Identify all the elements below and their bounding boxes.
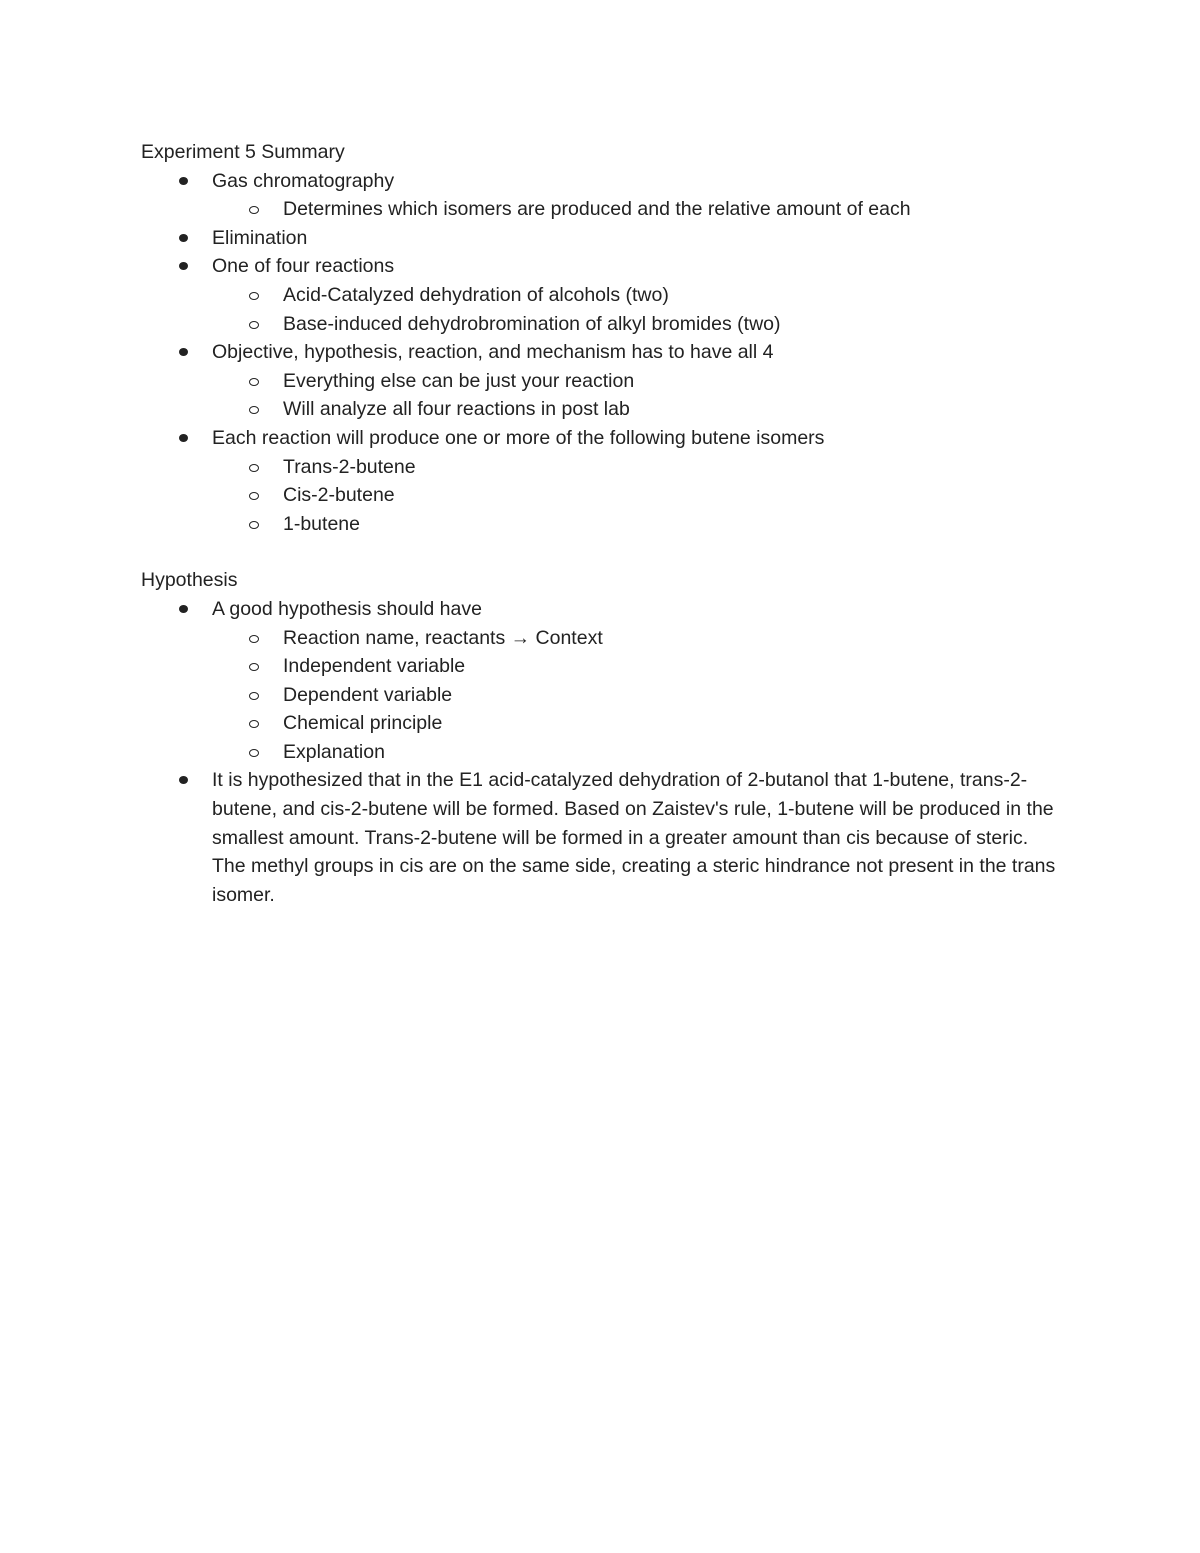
sub-list-item-text: Base-induced dehydrobromination of alkyl bromides (two): [283, 312, 781, 335]
sub-list-item-text: 1-butene: [283, 512, 360, 535]
filled-bullet-icon: [179, 434, 188, 442]
sub-list-item: [141, 310, 1061, 339]
list-item: [141, 595, 1061, 624]
sub-list-item-text: Explanation: [283, 740, 385, 763]
list-item-text: Gas chromatography: [212, 169, 395, 192]
filled-bullet-icon: [179, 177, 188, 185]
sub-list-item-text: Dependent variable: [283, 683, 453, 706]
list-item: [141, 252, 1061, 281]
list-item-text: Elimination: [212, 226, 308, 249]
filled-bullet-icon: [179, 234, 188, 242]
list-item-text: Each reaction will produce one or more of the following butene isomers: [212, 426, 825, 449]
sub-list-item-text: Will analyze all four reactions in post lab: [283, 398, 630, 421]
sub-list-item-text: Everything else can be just your reaction: [283, 369, 635, 392]
list-item: [141, 424, 1061, 453]
hollow-bullet-icon: [249, 720, 259, 728]
filled-bullet-icon: [179, 262, 188, 270]
list-item-text: It is hypothesized that in the E1 acid-catalyzed dehydration of 2-butanol that 1-butene, trans-2-butene, and cis-2-butene will be formed. Based on Zaistev's rule, 1-butene will be produced in the smallest amount. Trans-2-butene will be formed in a greater amount than cis because of steric. The methyl groups in cis are on the same side, creating a steric hindrance not present in the trans isomer.: [212, 769, 1056, 906]
hollow-bullet-icon: [249, 635, 259, 643]
hollow-bullet-icon: [249, 292, 259, 300]
document-page: [141, 138, 1061, 909]
hollow-bullet-icon: [249, 692, 259, 700]
sub-list-item: [141, 738, 1061, 767]
hypothesis-statement: [141, 766, 1061, 909]
hypothesis-list: [141, 595, 1061, 910]
list-item-text: A good hypothesis should have: [212, 597, 482, 620]
hollow-bullet-icon: [249, 464, 259, 472]
hollow-bullet-icon: [249, 492, 259, 500]
sub-list-item-text: Determines which isomers are produced and the relative amount of each: [283, 198, 911, 221]
summary-heading: Experiment 5 Summary: [141, 141, 345, 163]
sub-list-item: [141, 652, 1061, 681]
sub-list-item-text: Trans-2-butene: [283, 455, 416, 478]
sub-list-item-text: Cis-2-butene: [283, 484, 395, 507]
hollow-bullet-icon: [249, 663, 259, 671]
hollow-bullet-icon: [249, 378, 259, 386]
sub-list-item: [141, 281, 1061, 310]
sub-list-item: [141, 510, 1061, 539]
list-item: [141, 338, 1061, 367]
section-spacer: [141, 538, 1061, 566]
list-item: [141, 224, 1061, 253]
hollow-bullet-icon: [249, 206, 259, 214]
list-item: [141, 167, 1061, 196]
sub-list-item: [141, 624, 1061, 653]
hollow-bullet-icon: [249, 749, 259, 757]
hollow-bullet-icon: [249, 521, 259, 529]
sub-list-item-text: Chemical principle: [283, 712, 443, 735]
hypothesis-heading: Hypothesis: [141, 569, 238, 592]
filled-bullet-icon: [179, 605, 188, 613]
sub-list-item-text: Reaction name, reactants → Context: [283, 626, 603, 649]
sub-list-item-text: Independent variable: [283, 655, 466, 678]
sub-list-item: [141, 367, 1061, 396]
sub-list-item: [141, 395, 1061, 424]
sub-list-item: [141, 195, 1061, 224]
sub-list-item-text: Acid-Catalyzed dehydration of alcohols (two): [283, 283, 669, 306]
hollow-bullet-icon: [249, 321, 259, 329]
sub-list-item: [141, 481, 1061, 510]
summary-list: [141, 167, 1061, 539]
filled-bullet-icon: [179, 348, 188, 356]
hollow-bullet-icon: [249, 406, 259, 414]
filled-bullet-icon: [179, 776, 188, 784]
list-item-text: One of four reactions: [212, 255, 395, 278]
list-item-text: Objective, hypothesis, reaction, and mechanism has to have all 4: [212, 341, 774, 364]
sub-list-item: [141, 681, 1061, 710]
sub-list-item: [141, 709, 1061, 738]
sub-list-item: [141, 453, 1061, 482]
